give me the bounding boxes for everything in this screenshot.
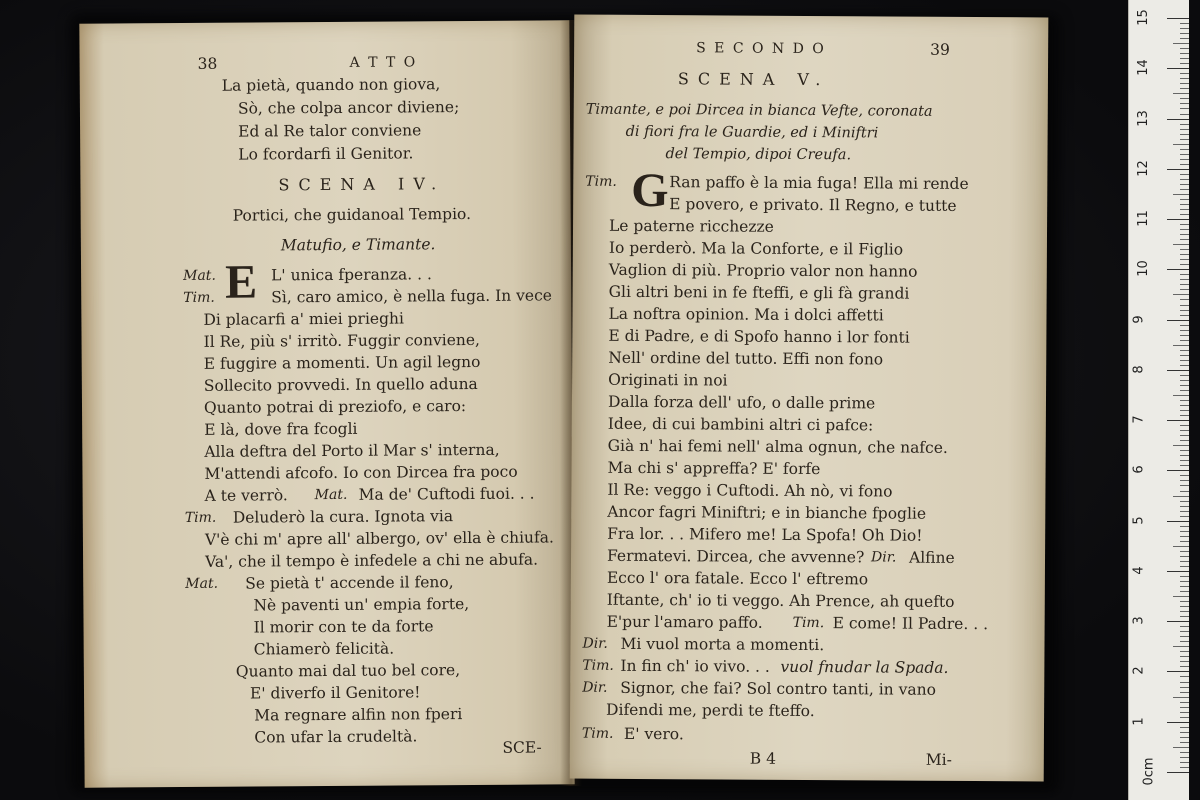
ruler-number: 1 <box>1131 717 1147 726</box>
right-body-line: Ancor fagri Miniftri; e in bianche fpoglie <box>607 502 927 523</box>
ruler-minor-tick <box>1180 601 1189 602</box>
ruler-minor-tick <box>1180 455 1189 456</box>
ruler-minor-tick <box>1180 460 1189 461</box>
ruler-major-tick <box>1167 521 1189 522</box>
ruler-minor-tick <box>1180 139 1189 140</box>
ruler-minor-tick <box>1180 551 1189 552</box>
ruler-minor-tick <box>1180 28 1189 29</box>
left-body-line: Deluderò la cura. Ignota via <box>232 507 454 527</box>
ruler-major-tick <box>1167 119 1189 120</box>
left-body-line: Ma de' Cuftodi fuoi. . . <box>358 484 535 504</box>
ruler-minor-tick <box>1180 209 1189 210</box>
right-body-line: Vaglion di più. Proprio valor non hanno <box>608 260 918 281</box>
ruler-minor-tick <box>1180 58 1189 59</box>
ruler-minor-tick <box>1180 666 1189 667</box>
ruler-number: 13 <box>1135 109 1151 127</box>
ruler-number: 0cm <box>1141 757 1157 786</box>
left-body-line: E là, dove fra fcogli <box>204 419 358 439</box>
ruler-minor-tick <box>1180 48 1189 49</box>
ruler-minor-tick <box>1180 108 1189 109</box>
ruler-major-tick <box>1167 722 1189 723</box>
ruler-minor-tick <box>1180 767 1189 768</box>
left-scene-heading: SCENA IV. <box>278 174 446 195</box>
ruler-minor-tick <box>1180 174 1189 175</box>
ruler-major-tick <box>1167 68 1189 69</box>
signature-mark: B 4 <box>749 749 777 768</box>
left-aria-line: Il morir con te da forte <box>253 617 434 637</box>
ruler-major-tick <box>1167 370 1189 371</box>
ruler-major-tick <box>1167 420 1189 421</box>
ruler-minor-tick <box>1180 284 1189 285</box>
right-body-line: Le paterne ricchezze <box>608 216 774 236</box>
ruler-minor-tick <box>1180 149 1189 150</box>
speaker-label: Dir. <box>870 549 897 566</box>
right-body-line: Fra lor. . . Mifero me! La Spofa! Oh Dio! <box>607 524 923 545</box>
ruler-minor-tick <box>1180 676 1189 677</box>
ruler-number: 6 <box>1131 465 1147 475</box>
ruler-number: 7 <box>1131 415 1147 424</box>
ruler-minor-tick <box>1180 440 1189 441</box>
stage-direction: di fiori fra le Guardie, ed i Miniftri <box>625 123 879 142</box>
ruler-number: 15 <box>1135 9 1151 26</box>
ruler-minor-tick <box>1180 279 1189 280</box>
ruler-minor-tick <box>1180 73 1189 74</box>
left-aria-line: Ma regnare alfin non fperi <box>254 705 463 725</box>
ruler-minor-tick <box>1180 687 1189 688</box>
ruler-minor-tick <box>1180 611 1189 612</box>
left-page <box>79 20 574 787</box>
ruler-minor-tick <box>1180 375 1189 376</box>
ruler-minor-tick <box>1173 395 1189 396</box>
ruler-minor-tick <box>1180 274 1189 275</box>
ruler-minor-tick <box>1173 596 1189 597</box>
ruler-minor-tick <box>1180 566 1189 567</box>
ruler-minor-tick <box>1180 299 1189 300</box>
ruler-minor-tick <box>1180 114 1189 115</box>
speaker-label: Dir. <box>582 679 608 696</box>
right-body-line: Nell' ordine del tutto. Effi non fono <box>608 348 884 369</box>
ruler-minor-tick <box>1180 511 1189 512</box>
measurement-ruler <box>1128 0 1189 800</box>
ruler-minor-tick <box>1180 450 1189 451</box>
ruler-minor-tick <box>1173 646 1189 647</box>
ruler-number: 9 <box>1131 314 1147 324</box>
ruler-minor-tick <box>1180 239 1189 240</box>
left-aria-line: Quanto mai dal tuo bel core, <box>235 661 461 681</box>
ruler-major-tick <box>1167 18 1189 19</box>
ruler-minor-tick <box>1173 345 1189 346</box>
ruler-major-tick <box>1167 671 1189 672</box>
left-running-head: A T T O <box>349 54 418 71</box>
left-aria-line: Chiamerò felicità. <box>253 639 395 659</box>
ruler-minor-tick <box>1173 546 1189 547</box>
ruler-number: 10 <box>1135 260 1151 278</box>
ruler-minor-tick <box>1180 310 1189 311</box>
ruler-minor-tick <box>1180 727 1189 728</box>
right-body-line: In fin ch' io vivo. . . <box>620 656 770 676</box>
ruler-minor-tick <box>1180 536 1189 537</box>
ruler-minor-tick <box>1180 325 1189 326</box>
ruler-minor-tick <box>1180 229 1189 230</box>
ruler-minor-tick <box>1173 697 1189 698</box>
ruler-minor-tick <box>1180 506 1189 507</box>
ruler-major-tick <box>1167 320 1189 321</box>
ruler-minor-tick <box>1180 752 1189 753</box>
left-setting: Portici, che guidanoal Tempio. <box>232 204 472 225</box>
speaker-label: Mat. <box>185 575 219 592</box>
ruler-minor-tick <box>1180 732 1189 733</box>
right-body-line: Già n' hai femi nell' alma ognun, che nafce. <box>607 436 948 457</box>
ruler-minor-tick <box>1180 365 1189 366</box>
ruler-minor-tick <box>1173 496 1189 497</box>
ruler-minor-tick <box>1180 581 1189 582</box>
ruler-minor-tick <box>1180 124 1189 125</box>
ruler-minor-tick <box>1180 264 1189 265</box>
right-body-line: La noftra opinion. Ma i dolci affetti <box>608 304 884 325</box>
ruler-minor-tick <box>1180 576 1189 577</box>
speaker-label: Tim. <box>183 289 215 307</box>
ruler-minor-tick <box>1180 159 1189 160</box>
speaker-label: Tim. <box>581 725 614 742</box>
ruler-minor-tick <box>1180 199 1189 200</box>
ruler-minor-tick <box>1180 631 1189 632</box>
ruler-number: 14 <box>1135 59 1151 77</box>
ruler-minor-tick <box>1180 134 1189 135</box>
ruler-minor-tick <box>1180 682 1189 683</box>
ruler-minor-tick <box>1173 445 1189 446</box>
left-catchword: SCE- <box>502 738 542 757</box>
ruler-minor-tick <box>1180 656 1189 657</box>
ruler-minor-tick <box>1173 747 1189 748</box>
ruler-minor-tick <box>1180 410 1189 411</box>
right-body-line: Iftante, ch' io ti veggo. Ah Prence, ah quefto <box>606 590 955 611</box>
right-body-line: Il Re: veggo i Cuftodi. Ah nò, vi fono <box>607 480 893 501</box>
stage-direction: Timante, e poi Dircea in bianca Vefte, coronata <box>585 101 933 120</box>
ruler-minor-tick <box>1180 350 1189 351</box>
ruler-minor-tick <box>1180 541 1189 542</box>
ruler-minor-tick <box>1180 83 1189 84</box>
ruler-minor-tick <box>1180 315 1189 316</box>
right-body-line: E'pur l'amaro paffo. <box>606 612 763 632</box>
ruler-minor-tick <box>1180 702 1189 703</box>
right-line: Ran paffo è la mia fuga! Ella mi rende <box>669 173 969 193</box>
ruler-minor-tick <box>1180 189 1189 190</box>
ruler-minor-tick <box>1180 430 1189 431</box>
ruler-major-tick <box>1167 470 1189 471</box>
ruler-minor-tick <box>1180 757 1189 758</box>
ruler-minor-tick <box>1180 591 1189 592</box>
ruler-major-tick <box>1167 571 1189 572</box>
ruler-minor-tick <box>1180 501 1189 502</box>
ruler-minor-tick <box>1180 556 1189 557</box>
left-verse-line: Sò, che colpa ancor diviene; <box>237 98 460 118</box>
ruler-minor-tick <box>1180 641 1189 642</box>
ruler-minor-tick <box>1180 355 1189 356</box>
speaker-label: Tim. <box>792 614 825 632</box>
ruler-minor-tick <box>1180 516 1189 517</box>
ruler-minor-tick <box>1180 712 1189 713</box>
ruler-minor-tick <box>1180 762 1189 763</box>
right-body-line: E di Padre, e di Spofo hanno i lor fonti <box>608 326 910 347</box>
left-body-line: Va', che il tempo è infedele a chi ne abufa. <box>205 550 539 571</box>
ruler-minor-tick <box>1180 340 1189 341</box>
ruler-minor-tick <box>1180 259 1189 260</box>
ruler-minor-tick <box>1173 144 1189 145</box>
ruler-minor-tick <box>1173 194 1189 195</box>
ruler-minor-tick <box>1180 360 1189 361</box>
ruler-minor-tick <box>1180 63 1189 64</box>
ruler-number: 5 <box>1131 516 1147 525</box>
right-body-line: Originati in noi <box>608 370 728 390</box>
ruler-minor-tick <box>1180 415 1189 416</box>
ruler-minor-tick <box>1180 390 1189 391</box>
ruler-number: 11 <box>1135 210 1151 227</box>
ruler-minor-tick <box>1180 651 1189 652</box>
ruler-number: 2 <box>1131 666 1147 676</box>
left-page-number: 38 <box>197 54 218 73</box>
stage-direction: del Tempio, dipoi Creufa. <box>665 146 852 164</box>
right-body-line: Mi vuol morta a momenti. <box>620 634 825 655</box>
ruler-number: 8 <box>1131 365 1147 374</box>
right-dropcap: G <box>631 163 669 218</box>
speaker-label: Tim. <box>582 657 614 674</box>
ruler-minor-tick <box>1180 224 1189 225</box>
ruler-minor-tick <box>1180 335 1189 336</box>
ruler-minor-tick <box>1180 636 1189 637</box>
right-body-line: Ma chi s' appreffa? E' forfe <box>607 458 821 479</box>
right-scene-heading: SCENA V. <box>677 69 830 90</box>
left-aria-line: E' diverfo il Genitore! <box>249 683 421 703</box>
left-aria-line: Se pietà t' accende il feno, <box>245 573 454 593</box>
left-line: L' unica fperanza. . . <box>271 265 432 285</box>
left-body-line: Il Re, più s' irritò. Fuggir conviene, <box>203 330 480 351</box>
ruler-major-tick <box>1167 169 1189 170</box>
right-body-line: E come! Il Padre. . . <box>832 614 989 634</box>
ruler-number: 12 <box>1135 160 1151 177</box>
ruler-minor-tick <box>1180 626 1189 627</box>
left-body-line: Di placarfi a' miei prieghi <box>203 309 404 329</box>
ruler-minor-tick <box>1180 737 1189 738</box>
ruler-minor-tick <box>1180 98 1189 99</box>
right-body-line: Idee, di cui bambini altri ci pafce: <box>607 414 874 435</box>
ruler-minor-tick <box>1180 164 1189 165</box>
ruler-minor-tick <box>1180 491 1189 492</box>
right-page <box>570 15 1049 782</box>
ruler-minor-tick <box>1180 531 1189 532</box>
speaker-label: Tim. <box>184 509 217 526</box>
right-body-line-italic: vuol fnudar la Spada. <box>780 657 949 677</box>
ruler-minor-tick <box>1180 289 1189 290</box>
ruler-minor-tick <box>1180 717 1189 718</box>
right-body-line: Alfine <box>908 548 955 567</box>
ruler-minor-tick <box>1180 606 1189 607</box>
ruler-minor-tick <box>1180 400 1189 401</box>
ruler-minor-tick <box>1173 294 1189 295</box>
left-body-line: V'è chi m' apre all' albergo, ov' ella è chiufa. <box>204 528 554 549</box>
ruler-minor-tick <box>1180 742 1189 743</box>
right-body-line: Gli altri beni in fe fteffi, e gli fà grandi <box>608 282 910 303</box>
ruler-minor-tick <box>1180 38 1189 39</box>
ruler-number: 4 <box>1131 566 1147 575</box>
ruler-minor-tick <box>1173 93 1189 94</box>
ruler-minor-tick <box>1180 129 1189 130</box>
left-dropcap: E <box>224 255 258 309</box>
ruler-minor-tick <box>1180 214 1189 215</box>
ruler-minor-tick <box>1180 305 1189 306</box>
left-verse-line: Lo fcordarfi il Genitor. <box>238 144 414 164</box>
ruler-minor-tick <box>1180 425 1189 426</box>
left-verse-line: La pietà, quando non giova, <box>221 75 441 95</box>
ruler-minor-tick <box>1180 561 1189 562</box>
ruler-minor-tick <box>1180 184 1189 185</box>
left-body-line: M'attendi afcofo. Io con Dircea fra poco <box>204 462 518 483</box>
right-catchword: Mi- <box>925 750 952 769</box>
speaker-label: Mat. <box>183 267 216 285</box>
right-running-head: S E C O N D O <box>696 40 826 58</box>
right-body-line: E' vero. <box>623 724 684 744</box>
ruler-minor-tick <box>1180 475 1189 476</box>
speaker-label: Mat. <box>314 486 348 504</box>
ruler-minor-tick <box>1180 435 1189 436</box>
ruler-minor-tick <box>1180 405 1189 406</box>
left-aria-line: Nè paventi un' empia forte, <box>253 595 470 615</box>
left-line: Sì, caro amico, è nella fuga. In vece <box>271 286 552 307</box>
ruler-minor-tick <box>1180 254 1189 255</box>
ruler-minor-tick <box>1180 385 1189 386</box>
left-verse-line: Ed al Re talor conviene <box>238 121 422 141</box>
ruler-minor-tick <box>1180 692 1189 693</box>
ruler-minor-tick <box>1180 465 1189 466</box>
ruler-minor-tick <box>1180 78 1189 79</box>
ruler-minor-tick <box>1180 53 1189 54</box>
ruler-minor-tick <box>1173 43 1189 44</box>
left-aria-line: Con ufar la crudeltà. <box>254 727 418 747</box>
right-body-line: Ecco l' ora fatale. Ecco l' eftremo <box>606 568 869 589</box>
left-body-line: Quanto potrai di preziofo, e caro: <box>203 397 467 417</box>
ruler-major-tick <box>1167 772 1189 773</box>
ruler-minor-tick <box>1180 485 1189 486</box>
ruler-minor-tick <box>1180 586 1189 587</box>
ruler-minor-tick <box>1180 103 1189 104</box>
ruler-minor-tick <box>1180 661 1189 662</box>
ruler-minor-tick <box>1180 23 1189 24</box>
right-body-line: Signor, che fai? Sol contro tanti, in vano <box>620 678 936 699</box>
ruler-minor-tick <box>1180 480 1189 481</box>
ruler-minor-tick <box>1180 234 1189 235</box>
ruler-minor-tick <box>1180 707 1189 708</box>
ruler-minor-tick <box>1180 249 1189 250</box>
ruler-minor-tick <box>1180 33 1189 34</box>
ruler-major-tick <box>1167 219 1189 220</box>
ruler-minor-tick <box>1180 204 1189 205</box>
right-page-number: 39 <box>930 40 950 59</box>
ruler-major-tick <box>1167 269 1189 270</box>
ruler-minor-tick <box>1173 244 1189 245</box>
ruler-minor-tick <box>1180 154 1189 155</box>
left-body-line: E fuggire a momenti. Un agil legno <box>203 352 481 373</box>
left-body-line: Sollecito provvedi. In quello aduna <box>203 374 478 395</box>
ruler-major-tick <box>1167 621 1189 622</box>
ruler-number: 3 <box>1131 616 1147 625</box>
left-characters: Matufio, e Timante. <box>280 235 436 255</box>
ruler-minor-tick <box>1180 88 1189 89</box>
right-body-line: Io perderò. Ma la Conforte, e il Figlio <box>608 238 904 259</box>
right-line: E povero, e privato. Il Regno, e tutte <box>669 195 957 215</box>
ruler-minor-tick <box>1180 179 1189 180</box>
ruler-minor-tick <box>1180 330 1189 331</box>
speaker-label: Tim. <box>585 173 617 190</box>
left-body-line: A te verrò. <box>204 486 288 505</box>
speaker-label: Dir. <box>582 635 608 652</box>
ruler-minor-tick <box>1180 526 1189 527</box>
ruler-minor-tick <box>1180 616 1189 617</box>
right-body-line: Dalla forza dell' ufo, o dalle prime <box>607 392 876 413</box>
right-body-line: Fermatevi. Dircea, che avvenne? <box>606 546 865 567</box>
left-body-line: Alla deftra del Porto il Mar s' interna, <box>204 440 500 461</box>
right-body-line: Difendi me, perdi te fteffo. <box>606 700 815 721</box>
ruler-minor-tick <box>1180 380 1189 381</box>
